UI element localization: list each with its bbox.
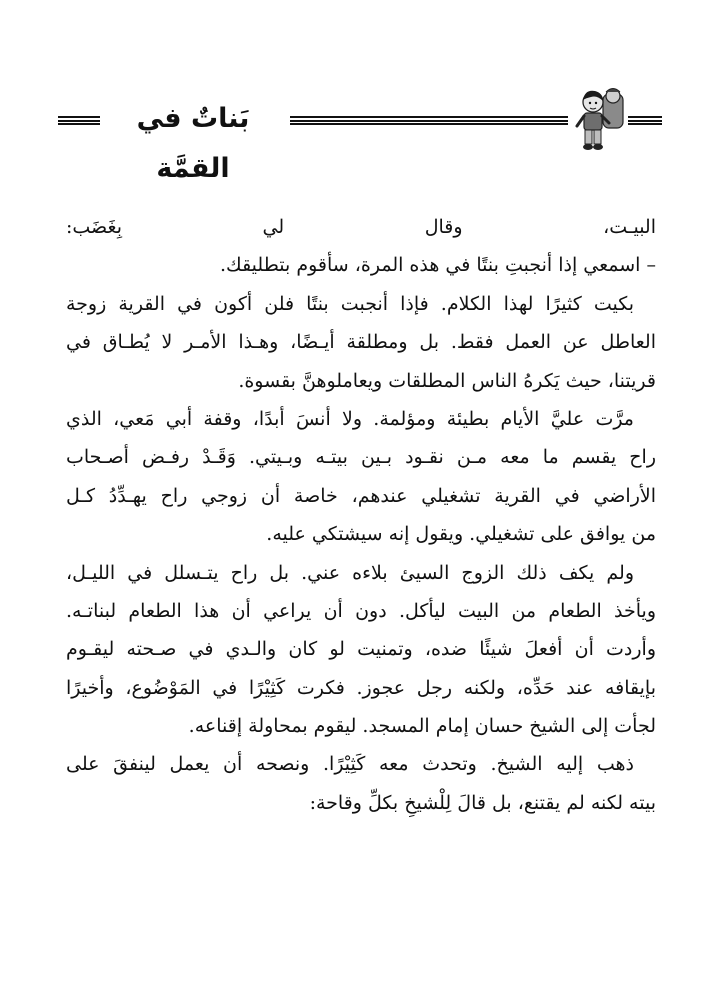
text-line: الأراضي في القرية تشغيلي عندهم، خاصة أن زوجي راح يهـدِّدُ كـل <box>66 484 656 507</box>
text-line: وأردت أن أفعلَ شيئًا ضده، وتمنيت لو كان والـدي في صـحته ليقـوم <box>66 638 656 661</box>
chapter-title: بَناتٌ في القمَّة <box>136 103 250 184</box>
paragraph <box>66 400 656 554</box>
text-line: ولم يكف ذلك الزوج السيئ بلاءه عني. بل راح يتـسلل في الليـل، <box>66 561 634 584</box>
text-line: ذهب إليه الشيخ. وتحدث معه كَثِيْرًا. ونصحه أن يعمل لينفقَ على <box>66 753 634 776</box>
text-line: مرَّت عليَّ الأيام بطيئة ومؤلمة. ولا أنسَ أبدًا، وقفة أبي مَعي، الذي <box>66 407 634 430</box>
text-line: البيـت، وقال لي بِغَضَب: <box>66 216 656 238</box>
text-line: ويأخذ الطعام من البيت ليأكل. دون أن يراعي أن هذا الطعام لبناتـه. <box>66 599 656 622</box>
page-header <box>58 86 662 184</box>
text-line: راح يقسم ما معه مـن نقـود بـين بيتـه وبـيتي. وَقَـدْ رفـض أصـحاب <box>66 446 656 469</box>
paragraph <box>66 208 656 285</box>
body-text <box>66 208 656 822</box>
text-line: – اسمعي إذا أنجبتِ بنتًا في هذه المرة، سأقوم بتطليقك. <box>220 254 656 277</box>
text-line: من يوافق على تشغيلي. ويقول إنه سيشتكي عليه. <box>266 523 656 546</box>
text-line: بكيت كثيرًا لهذا الكلام. فإذا أنجبت بنتًا فلن أكون في القرية زوجة <box>66 292 634 315</box>
header-rule-middle <box>290 116 568 125</box>
header-rule-right <box>628 116 662 125</box>
text-line: بيته لكنه لم يقتنع، بل قالَ لِلْشيخِ بكلِّ وقاحة: <box>309 791 656 814</box>
paragraph <box>66 745 656 822</box>
header-rule-left <box>58 116 100 125</box>
paragraph <box>66 285 656 400</box>
children-illustration-icon <box>573 86 629 156</box>
paragraph <box>66 554 656 746</box>
text-line: العاطل عن العمل فقط. بل ومطلقة أيـضًا، وهـذا الأمـر لا يُطـاق في <box>66 331 656 354</box>
text-line: قريتنا، حيث يَكرهُ الناس المطلقات ويعاملوهنَّ بقسوة. <box>238 369 656 392</box>
text-line: لجأت إلى الشيخ حسان إمام المسجد. ليقوم بمحاولة إقناعه. <box>188 715 656 738</box>
text-line: بإيقافه عند حَدِّه، ولكنه رجل عجوز. فكرت كَثِيْرًا في المَوْضُوع، وأخيرًا <box>66 676 656 699</box>
